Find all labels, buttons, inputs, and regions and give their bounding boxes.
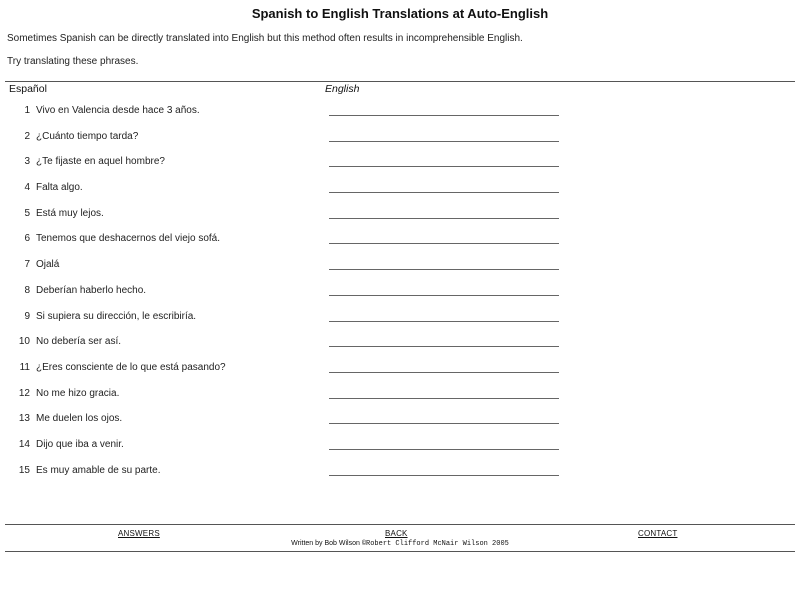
spanish-phrase: Deberían haberlo hecho. — [36, 284, 147, 296]
spanish-phrase: No debería ser así. — [36, 336, 122, 348]
english-answer-input[interactable] — [329, 166, 559, 167]
spanish-phrase: Está muy lejos. — [36, 207, 104, 219]
spanish-phrase: Dijo que iba a venir. — [36, 438, 124, 450]
english-answer-input[interactable] — [329, 423, 559, 424]
english-answer-input[interactable] — [329, 115, 559, 116]
contact-link[interactable]: CONTACT — [638, 529, 678, 538]
row-number: 7 — [24, 259, 30, 271]
english-answer-input[interactable] — [329, 192, 559, 193]
translation-row — [0, 103, 800, 129]
header-divider — [5, 81, 795, 82]
credit-line — [0, 540, 800, 548]
spanish-phrase: Falta algo. — [36, 182, 83, 194]
spanish-phrase: Me duelen los ojos. — [36, 413, 123, 425]
spanish-phrase: Es muy amable de su parte. — [36, 464, 161, 476]
row-number: 10 — [18, 336, 30, 348]
row-number: 6 — [24, 233, 30, 245]
translation-row — [0, 283, 800, 309]
column-header-spanish: Español — [9, 83, 47, 95]
english-answer-input[interactable] — [329, 372, 559, 373]
spanish-phrase: Tenemos que deshacernos del viejo sofá. — [36, 233, 221, 245]
translation-row — [0, 309, 800, 335]
translation-row — [0, 129, 800, 155]
row-number: 4 — [24, 182, 30, 194]
row-number: 9 — [24, 310, 30, 322]
row-number: 11 — [19, 361, 30, 373]
row-number: 2 — [24, 130, 30, 142]
translation-row — [0, 154, 800, 180]
row-number: 5 — [24, 207, 30, 219]
english-answer-input[interactable] — [329, 346, 559, 347]
credit-author: Written by Bob Wilson — [291, 540, 360, 547]
translation-row — [0, 411, 800, 437]
translation-row — [0, 437, 800, 463]
english-answer-input[interactable] — [329, 449, 559, 450]
back-link[interactable]: BACK — [385, 529, 408, 538]
row-number: 3 — [24, 156, 30, 168]
instruction-text: Try translating these phrases. — [7, 56, 139, 67]
footer-bottom-divider — [5, 551, 795, 552]
english-answer-input[interactable] — [329, 398, 559, 399]
answers-link[interactable]: ANSWERS — [118, 529, 160, 538]
english-answer-input[interactable] — [329, 475, 559, 476]
spanish-phrase: ¿Eres consciente de lo que está pasando? — [36, 361, 226, 373]
translation-row — [0, 463, 800, 489]
english-answer-input[interactable] — [329, 141, 559, 142]
footer-top-divider — [5, 524, 795, 525]
english-answer-input[interactable] — [329, 321, 559, 322]
translation-row — [0, 180, 800, 206]
translation-row — [0, 386, 800, 412]
spanish-phrase: Ojalá — [36, 259, 60, 271]
english-answer-input[interactable] — [329, 243, 559, 244]
column-header-english: English — [325, 83, 360, 95]
spanish-phrase: No me hizo gracia. — [36, 387, 120, 399]
spanish-phrase: ¿Te fijaste en aquel hombre? — [36, 156, 165, 168]
translation-row — [0, 206, 800, 232]
row-number: 12 — [18, 387, 30, 399]
english-answer-input[interactable] — [329, 295, 559, 296]
page-title: Spanish to English Translations at Auto-English — [251, 6, 549, 21]
translation-row — [0, 231, 800, 257]
copyright-notice: ©Robert Clifford McNair Wilson 2005 — [361, 540, 509, 548]
row-number: 1 — [24, 105, 30, 116]
translation-row — [0, 334, 800, 360]
spanish-phrase: Si supiera su dirección, le escribiría. — [36, 310, 197, 322]
row-number: 8 — [24, 284, 30, 296]
english-answer-input[interactable] — [329, 218, 559, 219]
row-number: 14 — [18, 438, 30, 450]
spanish-phrase: ¿Cuánto tiempo tarda? — [36, 130, 139, 142]
translation-row — [0, 257, 800, 283]
english-answer-input[interactable] — [329, 269, 559, 270]
spanish-phrase: Vivo en Valencia desde hace 3 años. — [36, 105, 200, 116]
translation-list — [0, 103, 800, 488]
intro-text: Sometimes Spanish can be directly translated into English but this method often results in incomprehensible English. — [7, 33, 523, 44]
translation-row — [0, 360, 800, 386]
row-number: 15 — [18, 464, 30, 476]
row-number: 13 — [18, 413, 30, 425]
